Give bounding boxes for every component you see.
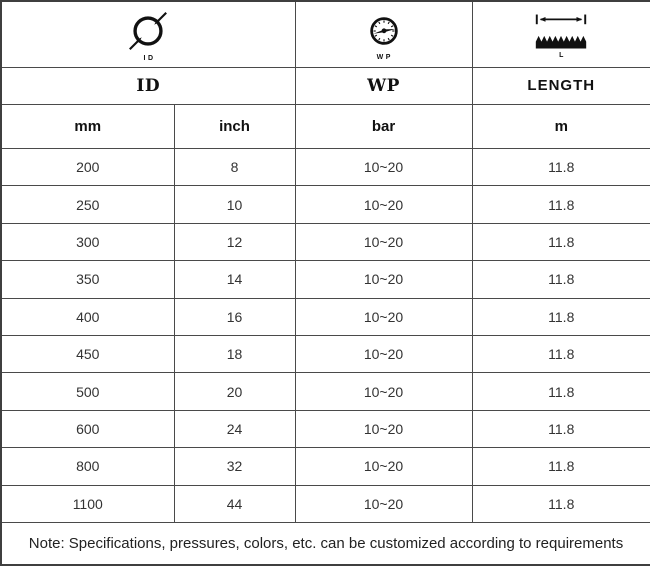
table-row	[1, 223, 650, 260]
cell-id-inch: 8	[174, 149, 295, 186]
wp-icon-cell	[295, 1, 472, 68]
cell-length-m: 11.8	[472, 485, 650, 522]
table-row	[1, 298, 650, 335]
cell-id-inch: 20	[174, 373, 295, 410]
unit-mm: mm	[1, 104, 174, 148]
table-row	[1, 485, 650, 522]
cell-length-m: 11.8	[472, 261, 650, 298]
cell-id-mm: 500	[1, 373, 174, 410]
id-icon-label: ID	[143, 54, 156, 62]
cell-length-m: 11.8	[472, 410, 650, 447]
cell-id-mm: 450	[1, 336, 174, 373]
cell-wp-bar: 10~20	[295, 448, 472, 485]
length-icon-label: L	[559, 51, 566, 59]
cell-id-inch: 10	[174, 186, 295, 223]
cell-wp-bar: 10~20	[295, 485, 472, 522]
text-header-row	[1, 68, 650, 104]
table-row	[1, 410, 650, 447]
cell-id-mm: 250	[1, 186, 174, 223]
icon-header-row	[1, 1, 650, 68]
cell-length-m: 11.8	[472, 336, 650, 373]
cell-length-m: 11.8	[472, 298, 650, 335]
cell-id-mm: 400	[1, 298, 174, 335]
table-row	[1, 336, 650, 373]
unit-m: m	[472, 104, 650, 148]
col-header-wp: WP	[295, 68, 472, 104]
cell-id-mm: 200	[1, 149, 174, 186]
length-icon-cell	[472, 1, 650, 68]
pressure-gauge-icon	[362, 9, 406, 53]
cell-length-m: 11.8	[472, 223, 650, 260]
cell-wp-bar: 10~20	[295, 149, 472, 186]
cell-wp-bar: 10~20	[295, 223, 472, 260]
inner-diameter-icon	[125, 8, 171, 54]
unit-inch: inch	[174, 104, 295, 148]
cell-id-mm: 600	[1, 410, 174, 447]
col-header-length: LENGTH	[472, 68, 650, 104]
cell-wp-bar: 10~20	[295, 410, 472, 447]
cell-length-m: 11.8	[472, 149, 650, 186]
cell-id-inch: 16	[174, 298, 295, 335]
unit-bar: bar	[295, 104, 472, 148]
cell-id-mm: 800	[1, 448, 174, 485]
cell-wp-bar: 10~20	[295, 298, 472, 335]
length-ruler-icon	[530, 11, 592, 51]
table-row	[1, 149, 650, 186]
units-row	[1, 104, 650, 148]
cell-wp-bar: 10~20	[295, 336, 472, 373]
cell-length-m: 11.8	[472, 373, 650, 410]
table-row	[1, 373, 650, 410]
cell-id-mm: 1100	[1, 485, 174, 522]
table-row	[1, 261, 650, 298]
cell-wp-bar: 10~20	[295, 186, 472, 223]
cell-id-inch: 44	[174, 485, 295, 522]
cell-id-inch: 18	[174, 336, 295, 373]
cell-id-inch: 24	[174, 410, 295, 447]
cell-id-inch: 14	[174, 261, 295, 298]
table-row	[1, 186, 650, 223]
cell-length-m: 11.8	[472, 186, 650, 223]
cell-id-mm: 350	[1, 261, 174, 298]
col-header-id: ID	[1, 68, 295, 104]
cell-id-inch: 12	[174, 223, 295, 260]
note-row	[1, 522, 650, 565]
cell-wp-bar: 10~20	[295, 373, 472, 410]
note-text: Note: Specifications, pressures, colors, etc. can be customized according to requirements	[1, 522, 650, 565]
cell-length-m: 11.8	[472, 448, 650, 485]
cell-id-mm: 300	[1, 223, 174, 260]
table-row	[1, 448, 650, 485]
id-icon-cell	[1, 1, 295, 68]
cell-id-inch: 32	[174, 448, 295, 485]
wp-icon-label: WP	[376, 53, 393, 61]
cell-wp-bar: 10~20	[295, 261, 472, 298]
